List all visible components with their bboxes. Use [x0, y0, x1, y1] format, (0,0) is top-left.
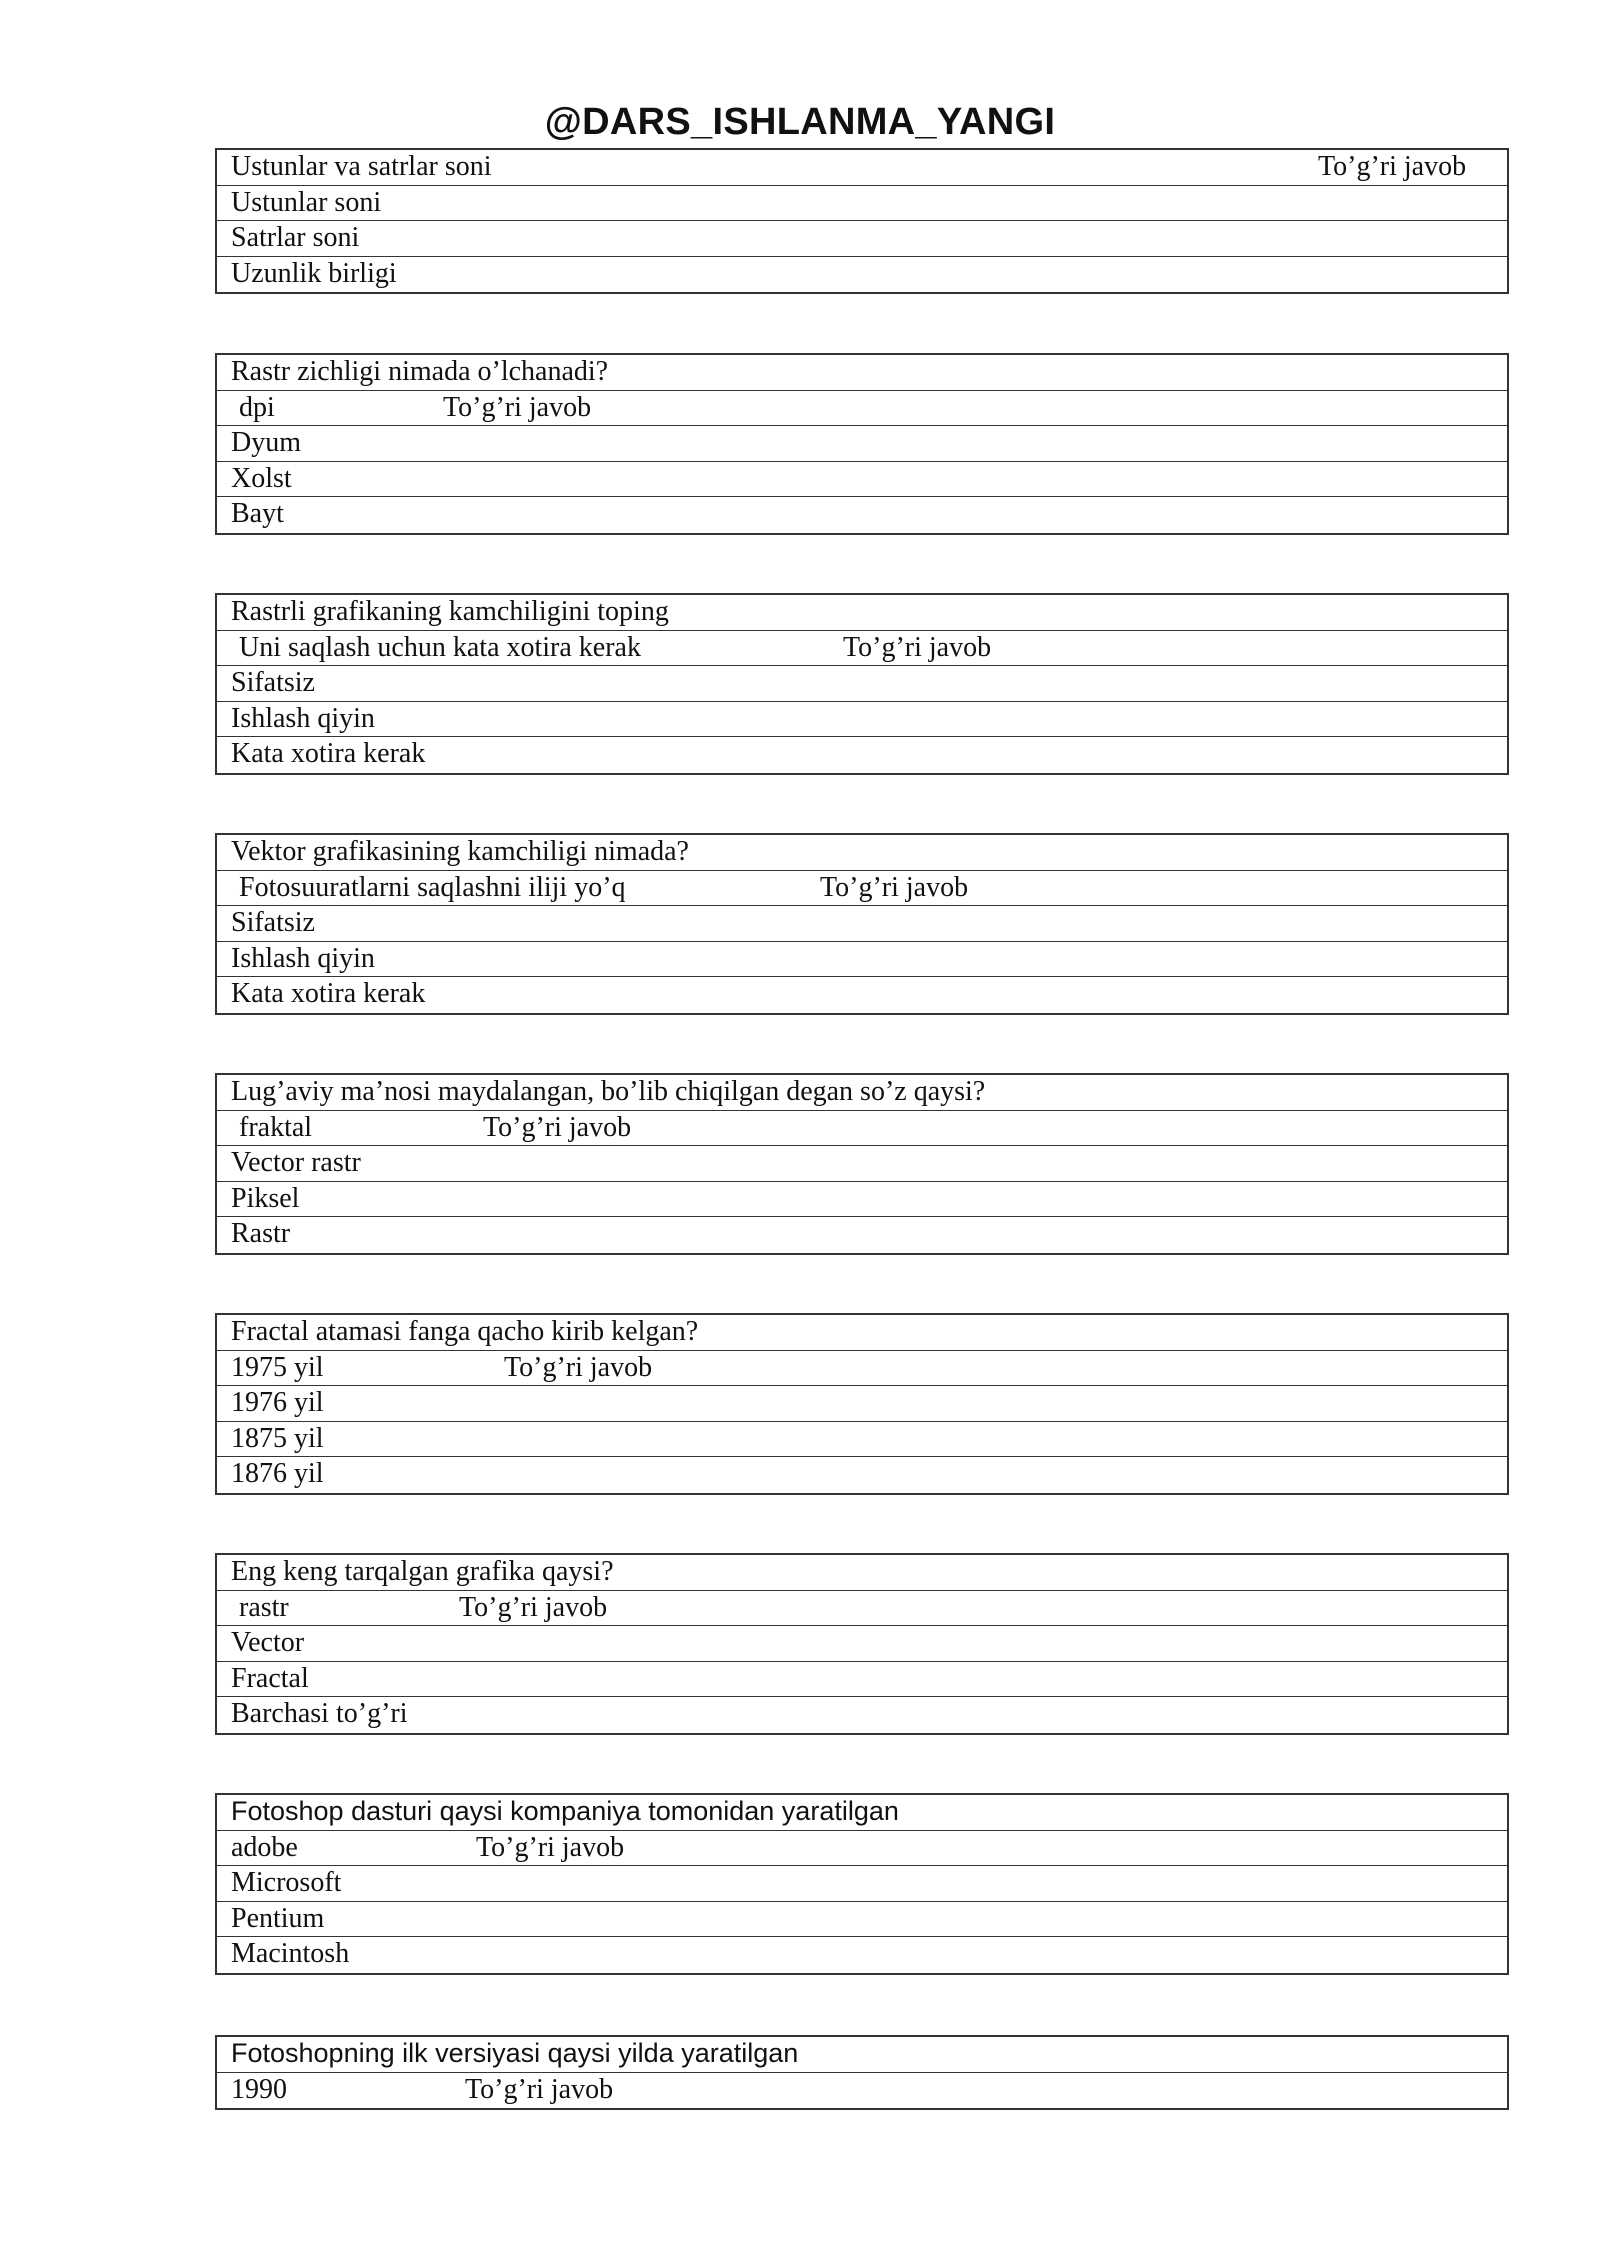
question-row [217, 2037, 1507, 2073]
option-text: 1875 yil [231, 1422, 324, 1454]
option-row [217, 1902, 1507, 1938]
answer-row [217, 391, 1507, 427]
answer-text: rastr [239, 1591, 289, 1623]
option-row [217, 702, 1507, 738]
answer-text: Uni saqlash uchun kata xotira kerak [239, 631, 641, 663]
option-row [217, 1937, 1507, 1973]
question-block [215, 1073, 1509, 1255]
question-text: Rastr zichligi nimada o’lchanadi? [231, 356, 609, 387]
question-block [215, 353, 1509, 535]
answer-text: adobe [231, 1831, 298, 1863]
correct-answer-mark: To’g’ri javob [476, 1831, 625, 1863]
option-text: 1976 yil [231, 1387, 324, 1418]
question-row [217, 1795, 1507, 1831]
question-text: Vektor grafikasining kamchiligi nimada? [231, 836, 689, 867]
question-text: Eng keng tarqalgan grafika qaysi? [231, 1556, 614, 1587]
option-row [217, 1422, 1507, 1458]
question-row [217, 1315, 1507, 1351]
question-block [215, 2035, 1509, 2110]
question-block [215, 1313, 1509, 1495]
answer-row [217, 1111, 1507, 1147]
question-block [215, 148, 1509, 294]
option-row [217, 1457, 1507, 1493]
correct-answer-mark: To’g’ri javob [1318, 151, 1467, 182]
option-row [217, 426, 1507, 462]
answer-row [217, 1831, 1507, 1867]
answer-row [217, 1591, 1507, 1627]
option-text: Vector [231, 1627, 305, 1658]
option-text: Vector rastr [231, 1147, 361, 1178]
question-row [217, 1555, 1507, 1591]
question-text: Lug’aviy ma’nosi maydalangan, bo’lib chiqilgan degan so’z qaysi? [231, 1076, 986, 1107]
question-text: Fotoshop dasturi qaysi kompaniya tomonidan yaratilgan [231, 1796, 899, 1826]
question-block [215, 833, 1509, 1015]
correct-answer-mark: To’g’ri javob [820, 871, 969, 903]
option-row [217, 1182, 1507, 1218]
option-text: Sifatsiz [231, 667, 315, 698]
option-text: Kata xotira kerak [231, 978, 426, 1009]
answer-text: 1975 yil [231, 1351, 324, 1383]
answer-text: fraktal [239, 1111, 313, 1143]
correct-answer-mark: To’g’ri javob [465, 2073, 614, 2105]
question-text: Fotoshopning ilk versiyasi qaysi yilda yaratilgan [231, 2038, 799, 2068]
question-row [217, 355, 1507, 391]
option-text: Piksel [231, 1182, 300, 1214]
option-row [217, 1386, 1507, 1422]
option-text: Uzunlik birligi [231, 257, 397, 289]
page-title: @DARS_ISHLANMA_YANGI [544, 101, 1056, 143]
option-row [217, 942, 1507, 978]
correct-answer-mark: To’g’ri javob [504, 1351, 653, 1383]
option-row [217, 906, 1507, 942]
correct-answer-mark: To’g’ri javob [443, 391, 592, 423]
answer-row [217, 2073, 1507, 2109]
question-row [217, 595, 1507, 631]
option-text: Ishlash qiyin [231, 702, 375, 734]
option-row [217, 1146, 1507, 1182]
option-text: Dyum [231, 427, 301, 458]
question-text: Ustunlar va satrlar soni [231, 151, 492, 182]
option-text: Pentium [231, 1902, 325, 1934]
question-row [217, 835, 1507, 871]
option-text: Microsoft [231, 1867, 342, 1898]
question-block [215, 593, 1509, 775]
option-row [217, 977, 1507, 1013]
answer-text: dpi [239, 391, 275, 423]
option-row [217, 1217, 1507, 1253]
option-text: 1876 yil [231, 1458, 324, 1489]
option-text: Macintosh [231, 1938, 350, 1969]
option-row [217, 1662, 1507, 1698]
question-row [217, 150, 1507, 186]
option-text: Rastr [231, 1218, 291, 1249]
answer-row [217, 1351, 1507, 1387]
option-row [217, 666, 1507, 702]
option-row [217, 257, 1507, 293]
answer-text: 1990 [231, 2073, 287, 2105]
option-text: Xolst [231, 462, 292, 494]
option-row [217, 1626, 1507, 1662]
option-text: Sifatsiz [231, 907, 315, 938]
option-text: Fractal [231, 1662, 309, 1694]
question-block [215, 1553, 1509, 1735]
question-text: Rastrli grafikaning kamchiligini toping [231, 596, 669, 627]
option-text: Kata xotira kerak [231, 738, 426, 769]
option-row [217, 737, 1507, 773]
correct-answer-mark: To’g’ri javob [843, 631, 992, 663]
question-block [215, 1793, 1509, 1975]
option-text: Bayt [231, 498, 284, 529]
answer-row [217, 871, 1507, 907]
option-text: Ustunlar soni [231, 186, 382, 218]
option-text: Ishlash qiyin [231, 942, 375, 974]
option-row [217, 497, 1507, 533]
option-row [217, 1866, 1507, 1902]
answer-row [217, 631, 1507, 667]
question-text: Fractal atamasi fanga qacho kirib kelgan? [231, 1316, 699, 1347]
option-row [217, 221, 1507, 257]
answer-text: Fotosuuratlarni saqlashni iliji yo’q [239, 871, 626, 903]
option-row [217, 462, 1507, 498]
option-text: Barchasi to’g’ri [231, 1698, 408, 1729]
correct-answer-mark: To’g’ri javob [459, 1591, 608, 1623]
correct-answer-mark: To’g’ri javob [483, 1111, 632, 1143]
option-row [217, 1697, 1507, 1733]
option-text: Satrlar soni [231, 222, 360, 253]
option-row [217, 186, 1507, 222]
question-row [217, 1075, 1507, 1111]
